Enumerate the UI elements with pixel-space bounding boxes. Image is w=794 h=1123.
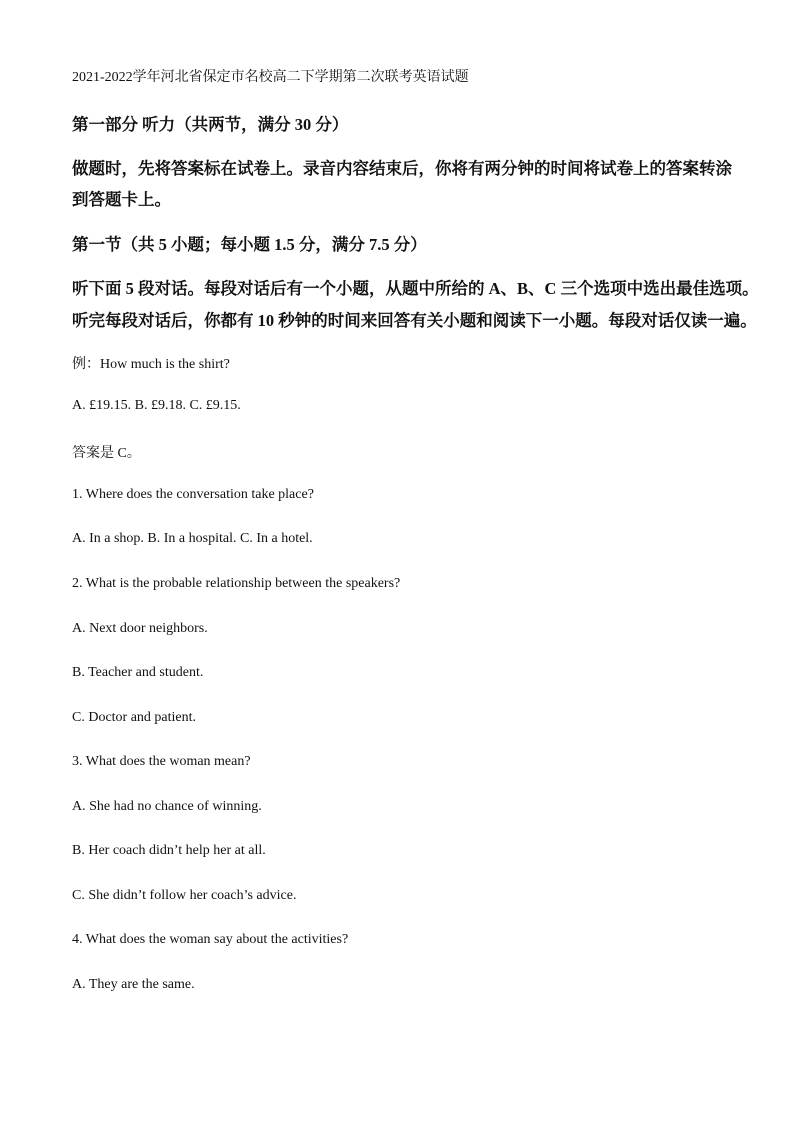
example-answer: 答案是 C。 (72, 446, 141, 461)
question-2: 2. What is the probable relationship between the speakers? (72, 576, 401, 591)
section1-heading: 第一节（共 5 小题；每小题 1.5 分，满分 7.5 分） (72, 235, 427, 254)
example-question: 例：How much is the shirt? (72, 357, 230, 372)
question-3-option-b: B. Her coach didn’t help her at all. (72, 843, 266, 858)
question-3-option-a: A. She had no chance of winning. (72, 799, 262, 814)
question-2-option-a: A. Next door neighbors. (72, 621, 208, 636)
question-2-option-c: C. Doctor and patient. (72, 710, 197, 725)
section1-instructions-line-2: 听完每段对话后，你都有 10 秒钟的时间来回答有关小题和阅读下一小题。每段对话仅读一遍。 (72, 311, 757, 330)
question-3: 3. What does the woman mean? (72, 754, 251, 769)
instructions-line-2: 到答题卡上。 (72, 190, 171, 209)
document-title: 2021-2022学年河北省保定市名校高二下学期第二次联考英语试题 (72, 70, 469, 85)
section1-instructions-line-1: 听下面 5 段对话。每段对话后有一个小题，从题中所给的 A、B、C 三个选项中选出最佳选项。 (72, 279, 759, 298)
part1-heading: 第一部分 听力（共两节，满分 30 分） (72, 115, 349, 134)
instructions-line-1: 做题时，先将答案标在试卷上。录音内容结束后，你将有两分钟的时间将试卷上的答案转涂 (72, 159, 732, 178)
question-4: 4. What does the woman say about the activities? (72, 932, 349, 947)
question-1: 1. Where does the conversation take place? (72, 487, 314, 502)
question-1-options: A. In a shop. B. In a hospital. C. In a hotel. (72, 531, 313, 546)
question-3-option-c: C. She didn’t follow her coach’s advice. (72, 888, 297, 903)
example-options: A. £19.15. B. £9.18. C. £9.15. (72, 398, 241, 413)
question-4-option-a: A. They are the same. (72, 977, 195, 992)
question-2-option-b: B. Teacher and student. (72, 665, 204, 680)
